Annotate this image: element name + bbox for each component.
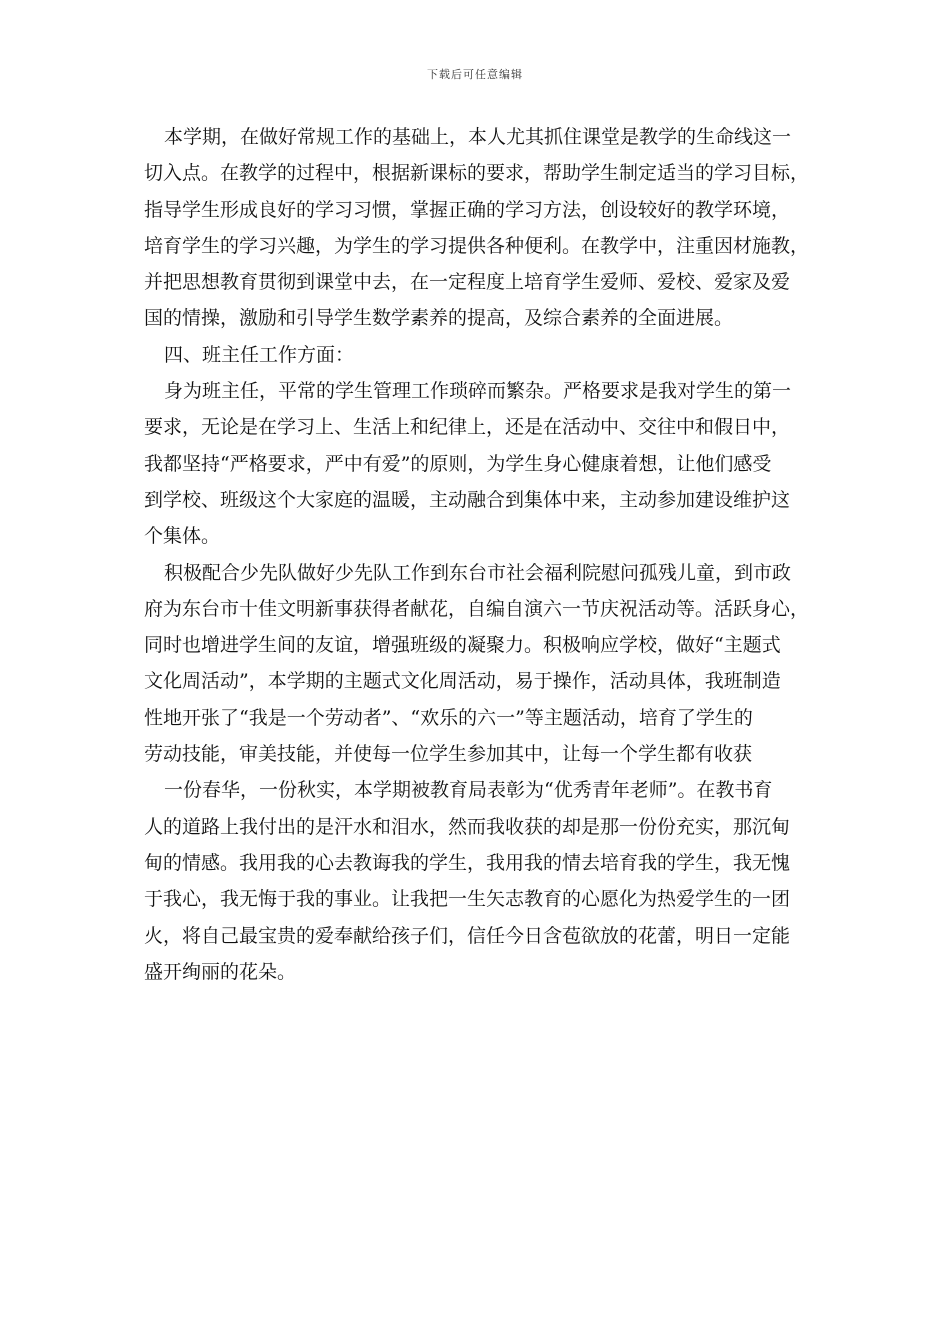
text-line: 我都坚持“严格要求，严中有爱”的原则，为学生身心健康着想，让他们感受 <box>144 452 772 475</box>
page-header: 下载后可任意编辑 <box>427 68 523 81</box>
text-line: 要求，无论是在学习上、生活上和纪律上，还是在活动中、交往中和假日中， <box>144 416 791 439</box>
text-line: 劳动技能，审美技能，并使每一位学生参加其中，让每一个学生都有收获 <box>144 743 753 766</box>
text-line: 本学期，在做好常规工作的基础上，本人尤其抓住课堂是教学的生命线这一 <box>164 126 792 148</box>
text-line: 身为班主任，平常的学生管理工作琐碎而繁杂。严格要求是我对学生的第一 <box>164 380 792 403</box>
text-line: 指导学生形成良好的学习习惯，掌握正确的学习方法，创设较好的教学环境， <box>144 198 791 221</box>
text-line: 个集体。 <box>144 525 221 548</box>
text-line: 盛开绚丽的花朵。 <box>144 960 297 983</box>
text-line: 国的情操，激励和引导学生数学素养的提高，及综合素养的全面进展。 <box>144 307 734 330</box>
text-line: 积极配合少先队做好少先队工作到东台市社会福利院慰问孤残儿童，到市政 <box>164 561 792 584</box>
text-line: 府为东台市十佳文明新事获得者献花，自编自演六一节庆祝活动等。活跃身心， <box>144 597 810 620</box>
text-line: 培育学生的学习兴趣，为学生的学习提供各种便利。在教学中，注重因材施教， <box>144 234 810 257</box>
text-line: 一份春华，一份秋实，本学期被教育局表彰为“优秀青年老师”。在教书育 <box>164 779 773 802</box>
text-line: 火，将自己最宝贵的爱奉献给孩子们，信任今日含苞欲放的花蕾，明日一定能 <box>144 924 791 947</box>
text-line: 性地开张了“我是一个劳动者”、“欢乐的六一”等主题活动，培育了学生的 <box>144 706 753 729</box>
text-line: 甸的情感。我用我的心去教诲我的学生，我用我的情去培育我的学生，我无愧 <box>144 851 791 874</box>
section-heading: 四、班主任工作方面： <box>164 343 355 366</box>
text-line: 并把思想教育贯彻到课堂中去，在一定程度上培育学生爱师、爱校、爱家及爱 <box>144 271 791 294</box>
text-line: 人的道路上我付出的是汗水和泪水，然而我收获的却是那一份份充实，那沉甸 <box>144 815 791 838</box>
document-body <box>144 119 819 990</box>
text-line: 同时也增进学生间的友谊，增强班级的凝聚力。积极响应学校，做好“主题式 <box>144 634 781 657</box>
text-line: 于我心，我无悔于我的事业。让我把一生矢志教育的心愿化为热爱学生的一团 <box>144 888 791 911</box>
text-line: 文化周活动”，本学期的主题式文化周活动，易于操作，活动具体，我班制造 <box>144 670 781 693</box>
text-line: 到学校、班级这个大家庭的温暖，主动融合到集体中来，主动参加建设维护这 <box>144 488 791 511</box>
text-line: 切入点。在教学的过程中，根据新课标的要求，帮助学生制定适当的学习目标， <box>144 162 810 185</box>
